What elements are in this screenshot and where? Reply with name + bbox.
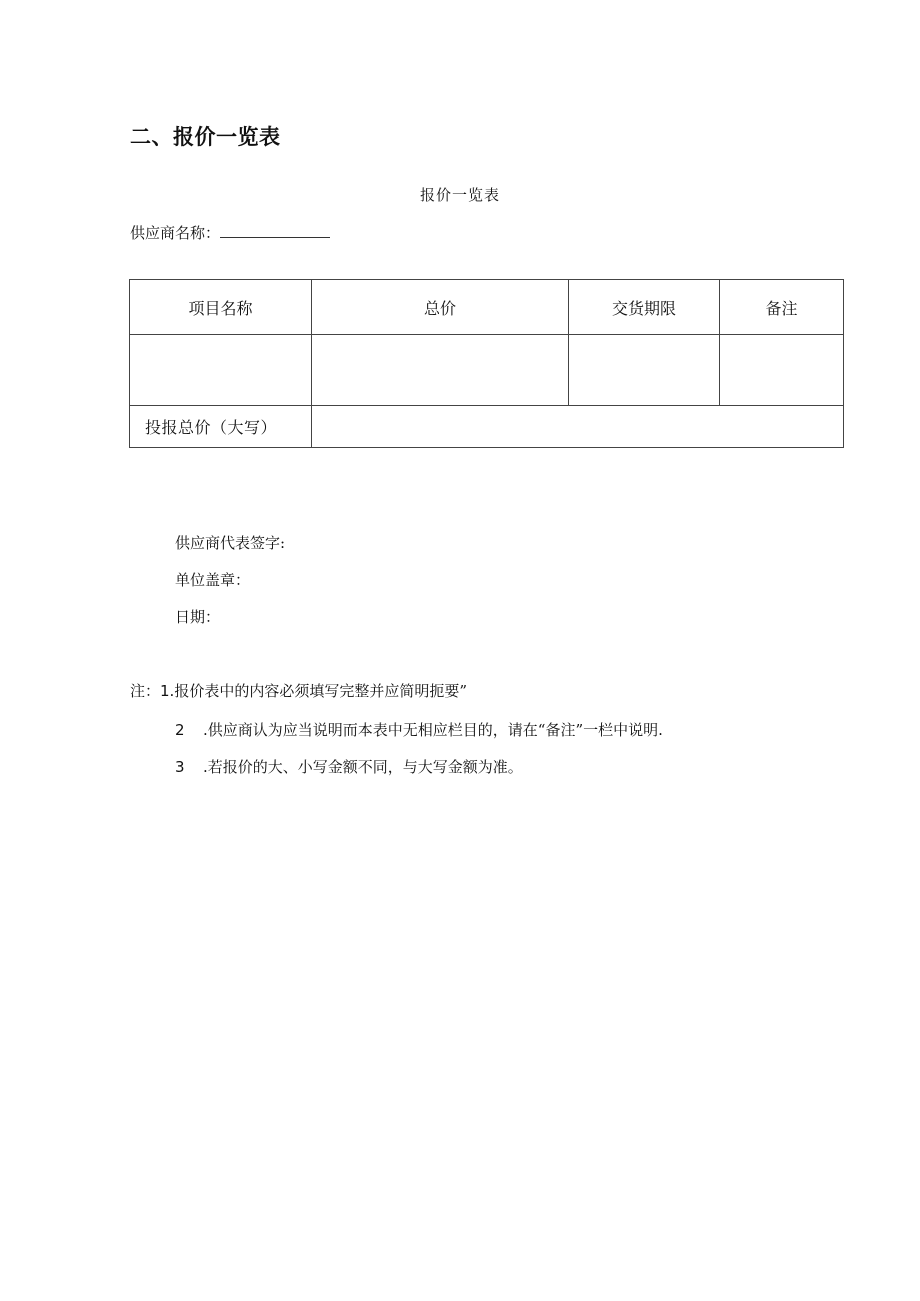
note-item-2 <box>175 719 663 740</box>
note-item-3 <box>175 756 523 777</box>
total-in-words-label: 投报总价（大写） <box>130 406 312 448</box>
note-item-1 <box>130 680 467 701</box>
rep-signature-label: 供应商代表签字: <box>175 534 286 552</box>
notes-prefix: 注： <box>130 682 161 700</box>
note-text: .若报价的大、小写金额不同，与大写金额为准。 <box>203 758 523 776</box>
company-seal-label: 单位盖章： <box>175 571 251 589</box>
note-text: 报价表中的内容必须填写完整并应简明扼要” <box>174 682 467 700</box>
header-total-price: 总价 <box>312 280 569 335</box>
section-heading: 二、报价一览表 <box>130 125 281 149</box>
form-title: 报价一览表 <box>419 186 500 204</box>
supplier-name-blank[interactable] <box>220 223 330 238</box>
cell-remarks[interactable] <box>720 335 844 406</box>
quote-table <box>129 279 844 448</box>
table-row <box>130 335 844 406</box>
header-project-name: 项目名称 <box>130 280 312 335</box>
header-delivery-period: 交货期限 <box>569 280 720 335</box>
note-number: 3 <box>175 758 185 776</box>
table-header-row <box>130 280 844 335</box>
cell-total-price[interactable] <box>312 335 569 406</box>
supplier-name-line <box>130 222 330 243</box>
note-number: 1. <box>160 682 175 700</box>
note-text: .供应商认为应当说明而本表中无相应栏目的，请在“备注”一栏中说明. <box>203 721 663 739</box>
total-in-words-cell[interactable] <box>312 406 844 448</box>
table-total-row <box>130 406 844 448</box>
note-number: 2 <box>175 721 185 739</box>
date-label: 日期： <box>175 608 221 626</box>
header-remarks: 备注 <box>720 280 844 335</box>
supplier-name-label: 供应商名称： <box>130 224 221 242</box>
cell-delivery-period[interactable] <box>569 335 720 406</box>
cell-project-name[interactable] <box>130 335 312 406</box>
